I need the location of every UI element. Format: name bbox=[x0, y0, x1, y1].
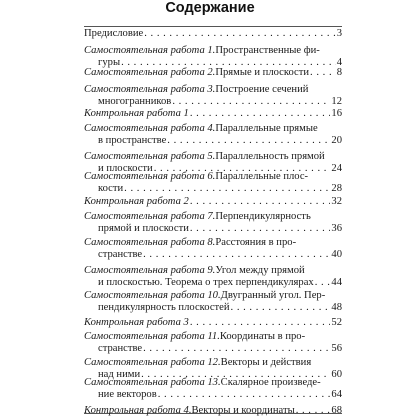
toc-entry-topic: Угол между прямой bbox=[215, 265, 305, 276]
toc-entry-topic: Скалярное произведе- bbox=[220, 377, 321, 388]
toc-entry[interactable] bbox=[84, 28, 342, 40]
dot-leader bbox=[190, 317, 331, 329]
toc-entry-title-line bbox=[84, 377, 342, 389]
toc-entry-topic: кости bbox=[98, 183, 124, 194]
toc-entry-topic: Прямые и плоскости bbox=[215, 67, 310, 78]
page-title: Содержание bbox=[165, 0, 255, 16]
toc-page-number: 8 bbox=[336, 67, 342, 78]
toc-entry-topic: и плоскости bbox=[98, 163, 153, 174]
toc-entry[interactable] bbox=[84, 317, 342, 329]
toc-page-number: 60 bbox=[331, 369, 342, 380]
toc-page-number: 16 bbox=[331, 108, 342, 119]
dot-leader bbox=[172, 96, 330, 108]
toc-entry-work-label: Самостоятельная работа 10. bbox=[84, 290, 221, 301]
toc-entry-title-line bbox=[84, 151, 342, 163]
toc-page-number: 68 bbox=[331, 405, 342, 416]
toc-page-number: 44 bbox=[331, 277, 342, 288]
toc-entry-topic: Расстояния в про- bbox=[215, 237, 297, 248]
toc-entry-title-line bbox=[84, 196, 342, 208]
toc-entry-title-line bbox=[84, 331, 342, 343]
toc-page-number: 48 bbox=[331, 302, 342, 313]
toc-entry-work-label: Самостоятельная работа 12. bbox=[84, 357, 221, 368]
toc-entry-topic: Параллельность прямой bbox=[215, 151, 325, 162]
toc-entry-topic: Двугранный угол. Пер- bbox=[220, 290, 326, 301]
dot-leader bbox=[158, 389, 331, 401]
toc-entry-title-line bbox=[84, 45, 342, 57]
dot-leader bbox=[143, 249, 330, 261]
dot-leader bbox=[190, 196, 331, 208]
toc-page-number: 52 bbox=[331, 317, 342, 328]
toc-entry-topic: Векторы и координаты bbox=[191, 405, 295, 416]
toc-entry[interactable] bbox=[84, 84, 342, 108]
toc-entry-topic: в пространстве bbox=[98, 135, 167, 146]
toc-entry-topic: странстве bbox=[98, 249, 143, 260]
toc-entry-continuation-line bbox=[84, 183, 342, 195]
toc-entry-topic: гуры bbox=[98, 57, 121, 68]
dot-leader bbox=[296, 405, 331, 417]
toc-entry-continuation-line bbox=[84, 96, 342, 108]
toc-entry-title-line bbox=[84, 357, 342, 369]
dot-leader bbox=[124, 183, 330, 195]
toc-entry-continuation-line bbox=[84, 389, 342, 401]
toc-entry-topic: Перпендикулярность bbox=[215, 211, 311, 222]
toc-entry-work-label: Самостоятельная работа 7. bbox=[84, 211, 216, 222]
toc-entry-work-label: Самостоятельная работа 11. bbox=[84, 331, 220, 342]
toc-entry-work-label: Самостоятельная работа 13. bbox=[84, 377, 221, 388]
toc-entry-title-line bbox=[84, 317, 342, 329]
toc-entry[interactable] bbox=[84, 196, 342, 208]
toc-entry[interactable] bbox=[84, 237, 342, 261]
toc-entry-work-label: Контрольная работа 4. bbox=[84, 405, 192, 416]
toc-entry-topic: пендикулярность плоскостей bbox=[98, 302, 230, 313]
dot-leader bbox=[143, 343, 330, 355]
toc-entry-topic: многогранников bbox=[98, 96, 172, 107]
toc-entry[interactable] bbox=[84, 45, 342, 69]
toc-entry[interactable] bbox=[84, 211, 342, 235]
toc-page-number: 12 bbox=[331, 96, 342, 107]
toc-entry-continuation-line bbox=[84, 249, 342, 261]
toc-entry-work-label: Самостоятельная работа 3. bbox=[84, 84, 216, 95]
dot-leader bbox=[315, 277, 331, 289]
toc-entry-work-label: Контрольная работа 1 bbox=[84, 108, 189, 119]
toc-entry-topic: прямой и плоскости bbox=[98, 223, 189, 234]
toc-entry-title-line bbox=[84, 265, 342, 277]
toc-entry-title-line bbox=[84, 211, 342, 223]
dot-leader bbox=[190, 223, 331, 235]
toc-entry-title-line bbox=[84, 290, 342, 302]
toc-entry-title-line bbox=[84, 405, 342, 417]
toc-entry-work-label: Самостоятельная работа 2. bbox=[84, 67, 216, 78]
toc-entry-topic: ние векторов bbox=[98, 389, 157, 400]
toc-entry-topic: Предисловие bbox=[84, 28, 144, 39]
dot-leader bbox=[190, 108, 331, 120]
toc-entry-continuation-line bbox=[84, 302, 342, 314]
toc-entry[interactable] bbox=[84, 331, 342, 355]
toc-entry-topic: Векторы и действия bbox=[220, 357, 312, 368]
toc-entry-work-label: Самостоятельная работа 8. bbox=[84, 237, 216, 248]
toc-entry-work-label: Самостоятельная работа 4. bbox=[84, 123, 216, 134]
toc-entry-topic: Построение сечений bbox=[215, 84, 309, 95]
toc-entry-title-line bbox=[84, 84, 342, 96]
toc-entry[interactable] bbox=[84, 123, 342, 147]
toc-entry-work-label: Самостоятельная работа 5. bbox=[84, 151, 216, 162]
toc-entry[interactable] bbox=[84, 67, 342, 79]
toc-page-number: 40 bbox=[331, 249, 342, 260]
toc-entry-title-line bbox=[84, 237, 342, 249]
toc-entry[interactable] bbox=[84, 108, 342, 120]
toc-entry[interactable] bbox=[84, 171, 342, 195]
toc-entry-continuation-line bbox=[84, 223, 342, 235]
dot-leader bbox=[310, 67, 336, 79]
toc-entry-topic: странстве bbox=[98, 343, 143, 354]
toc-page-number: 20 bbox=[331, 135, 342, 146]
toc-entry[interactable] bbox=[84, 405, 342, 417]
toc-entry-work-label: Контрольная работа 3 bbox=[84, 317, 189, 328]
toc-entry-topic: и плоскостью. Теорема о трех перпендикулярах bbox=[98, 277, 314, 288]
toc-page-number: 28 bbox=[331, 183, 342, 194]
toc-entry-topic: над ними bbox=[98, 369, 141, 380]
toc-entry-work-label: Самостоятельная работа 1. bbox=[84, 45, 216, 56]
toc-entry-topic: Параллельные прямые bbox=[215, 123, 318, 134]
toc-page-number: 4 bbox=[336, 57, 342, 68]
toc-entry-title-line bbox=[84, 28, 342, 40]
toc-page-number: 3 bbox=[336, 28, 342, 39]
toc-entry[interactable] bbox=[84, 265, 342, 289]
toc-entry-topic: Координаты в про- bbox=[219, 331, 306, 342]
toc-entry-continuation-line bbox=[84, 135, 342, 147]
dot-leader bbox=[144, 28, 335, 40]
toc-page-number: 36 bbox=[331, 223, 342, 234]
top-divider bbox=[84, 26, 342, 27]
dot-leader bbox=[231, 302, 331, 314]
dot-leader bbox=[167, 135, 330, 147]
toc-entry-title-line bbox=[84, 171, 342, 183]
toc-entry-continuation-line bbox=[84, 343, 342, 355]
toc-page-number: 56 bbox=[331, 343, 342, 354]
toc-page-number: 32 bbox=[331, 196, 342, 207]
toc-entry[interactable] bbox=[84, 377, 342, 401]
toc-entry-topic: Параллельные плос- bbox=[215, 171, 309, 182]
toc-page-number: 64 bbox=[331, 389, 342, 400]
toc-entry[interactable] bbox=[84, 290, 342, 314]
toc-entry-title-line bbox=[84, 67, 342, 79]
toc-entry-work-label: Контрольная работа 2 bbox=[84, 196, 189, 207]
toc-entry-work-label: Самостоятельная работа 6. bbox=[84, 171, 216, 182]
toc-entry-topic: Пространственные фи- bbox=[215, 45, 320, 56]
toc-page-number: 24 bbox=[331, 163, 342, 174]
toc-entry-continuation-line bbox=[84, 277, 342, 289]
toc-entry-title-line bbox=[84, 108, 342, 120]
toc-entry-work-label: Самостоятельная работа 9. bbox=[84, 265, 216, 276]
toc-entry-title-line bbox=[84, 123, 342, 135]
